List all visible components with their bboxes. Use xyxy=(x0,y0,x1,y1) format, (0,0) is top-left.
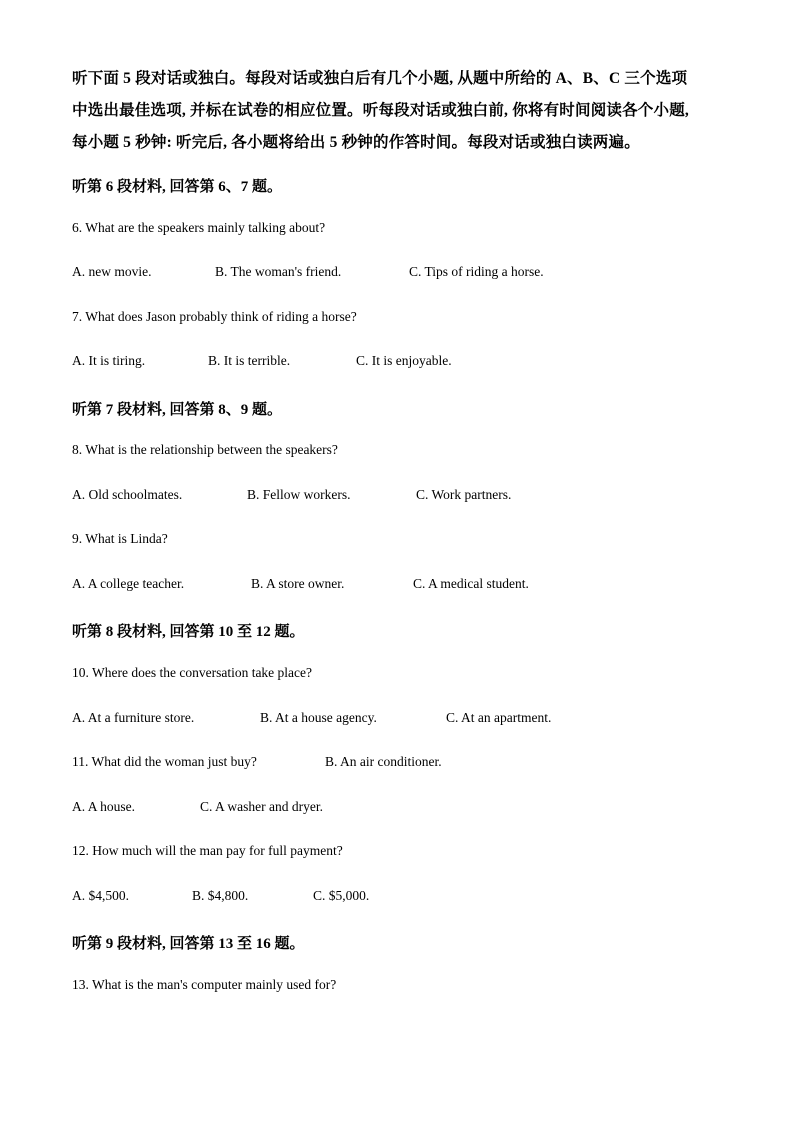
option-a: A. A house. xyxy=(72,799,136,814)
option-a: A. It is tiring. xyxy=(72,353,146,368)
option-c: C. Work partners. xyxy=(416,487,512,502)
instructions-line-2: 中选出最佳选项, 并标在试卷的相应位置。听每段对话或独白前, 你将有时间阅读各个小题, xyxy=(72,102,689,119)
section-heading: 听第 6 段材料, 回答第 6、7 题。 xyxy=(72,179,283,195)
option-a: A. new movie. xyxy=(72,264,152,279)
option-b: B. It is terrible. xyxy=(208,353,291,368)
option-a: A. A college teacher. xyxy=(72,576,185,591)
option-c: C. At an apartment. xyxy=(446,710,552,725)
section-heading: 听第 8 段材料, 回答第 10 至 12 题。 xyxy=(72,624,305,640)
option-b: B. A store owner. xyxy=(251,576,345,591)
option-b: B. $4,800. xyxy=(192,888,249,903)
option-a: A. At a furniture store. xyxy=(72,710,195,725)
option-c: C. $5,000. xyxy=(313,888,370,903)
instructions-line-1: 听下面 5 段对话或独白。每段对话或独白后有几个小题, 从题中所给的 A、B、C 三个选项 xyxy=(72,70,688,87)
section-heading: 听第 9 段材料, 回答第 13 至 16 题。 xyxy=(72,936,305,952)
question-text: 8. What is the relationship between the speakers? xyxy=(72,442,338,457)
option-a: A. $4,500. xyxy=(72,888,129,903)
option-b: B. Fellow workers. xyxy=(247,487,351,502)
question-text: 13. What is the man's computer mainly used for? xyxy=(72,977,337,992)
instructions-line-3: 每小题 5 秒钟: 听完后, 各小题将给出 5 秒钟的作答时间。每段对话或独白读两遍。 xyxy=(72,134,640,151)
option-b: B. An air conditioner. xyxy=(325,754,442,769)
option-a: A. Old schoolmates. xyxy=(72,487,183,502)
question-text: 11. What did the woman just buy? xyxy=(72,754,257,769)
option-c: C. It is enjoyable. xyxy=(356,353,452,368)
question-text: 9. What is Linda? xyxy=(72,531,168,546)
option-c: C. Tips of riding a horse. xyxy=(409,264,544,279)
option-b: B. At a house agency. xyxy=(260,710,377,725)
section-heading: 听第 7 段材料, 回答第 8、9 题。 xyxy=(72,402,283,418)
question-text: 10. Where does the conversation take place? xyxy=(72,665,313,680)
option-c: C. A washer and dryer. xyxy=(200,799,323,814)
option-b: B. The woman's friend. xyxy=(215,264,342,279)
option-c: C. A medical student. xyxy=(413,576,529,591)
question-text: 12. How much will the man pay for full payment? xyxy=(72,843,343,858)
question-text: 6. What are the speakers mainly talking about? xyxy=(72,220,326,235)
question-text: 7. What does Jason probably think of riding a horse? xyxy=(72,309,357,324)
